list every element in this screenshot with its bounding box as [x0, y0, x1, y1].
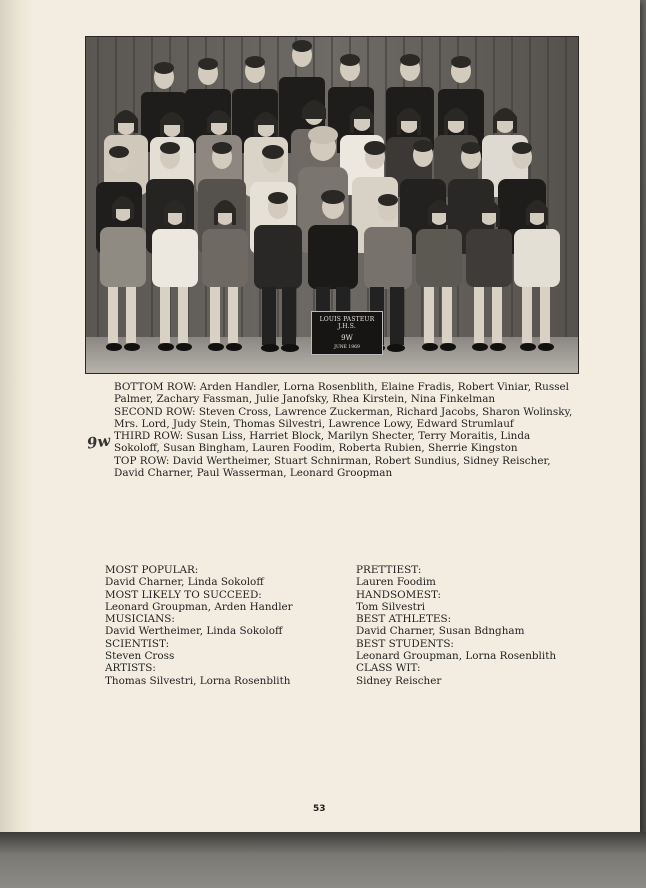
superlative-line: MOST LIKELY TO SUCCEED:	[105, 588, 262, 601]
scanner-bed	[0, 832, 646, 888]
superlative-line: David Charner, Susan Bdngham	[356, 625, 525, 638]
superlative-line: Tom Silvestri	[356, 600, 426, 613]
placard-date: JUNE 1969	[334, 344, 360, 350]
page-number: 53	[313, 804, 326, 814]
superlatives-left-column	[105, 564, 345, 687]
superlative-line: PRETTIEST:	[356, 564, 422, 576]
superlative-line: Leonard Groupman, Arden Handler	[105, 600, 293, 613]
photo-caption	[114, 381, 574, 479]
page-binding-edge	[0, 0, 34, 832]
class-photo	[85, 36, 579, 374]
caption-bottom-row: BOTTOM ROW: Arden Handler, Lorna Rosenblith, Elaine Fradis, Robert Viniar, Russel Palmer, Zachary Fassman, Julie Janofsky, Rhea Kirstein, Nina Finkelman	[114, 381, 570, 406]
handwritten-note: 9w	[85, 431, 112, 453]
caption-third-row: THIRD ROW: Susan Liss, Harriet Block, Marilyn Shecter, Terry Moraitis, Linda Sokoloff, Susan Bingham, Lauren Foodim, Roberta Rubien, Sherrie Kingston	[114, 430, 531, 455]
superlative-line: Steven Cross	[105, 650, 175, 663]
superlative-line: Sidney Reischer	[356, 674, 442, 687]
superlative-line: Lauren Foodim	[356, 576, 436, 589]
caption-second-row: SECOND ROW: Steven Cross, Lawrence Zuckerman, Richard Jacobs, Sharon Wolinsky, Mrs. Lord, Judy Stein, Thomas Silvestri, Lawrence Lowy, Edward Strumlauf	[114, 405, 573, 430]
superlative-line: HANDSOMEST:	[356, 588, 442, 601]
superlative-line: MUSICIANS:	[105, 613, 175, 626]
superlative-line: Thomas Silvestri, Lorna Rosenblith	[105, 674, 291, 687]
superlative-line: BEST ATHLETES:	[356, 613, 452, 626]
superlative-line: Leonard Groupman, Lorna Rosenblith	[356, 650, 557, 663]
superlative-line: MOST POPULAR:	[105, 564, 199, 576]
superlative-line: ARTISTS:	[105, 662, 156, 675]
placard-school: LOUIS PASTEUR J.H.S.	[319, 316, 375, 330]
superlative-line: SCIENTIST:	[105, 637, 170, 650]
superlatives-right-column	[356, 564, 596, 687]
superlative-line: CLASS WIT:	[356, 662, 421, 675]
class-placard	[311, 311, 383, 355]
superlative-line: BEST STUDENTS:	[356, 637, 454, 650]
placard-class: 9W	[341, 333, 353, 342]
superlative-line: David Wertheimer, Linda Sokoloff	[105, 625, 283, 638]
caption-top-row: TOP ROW: David Wertheimer, Stuart Schnirman, Robert Sundius, Sidney Reischer, David Charner, Paul Wasserman, Leonard Groopman	[114, 454, 551, 480]
superlative-line: David Charner, Linda Sokoloff	[105, 576, 264, 589]
